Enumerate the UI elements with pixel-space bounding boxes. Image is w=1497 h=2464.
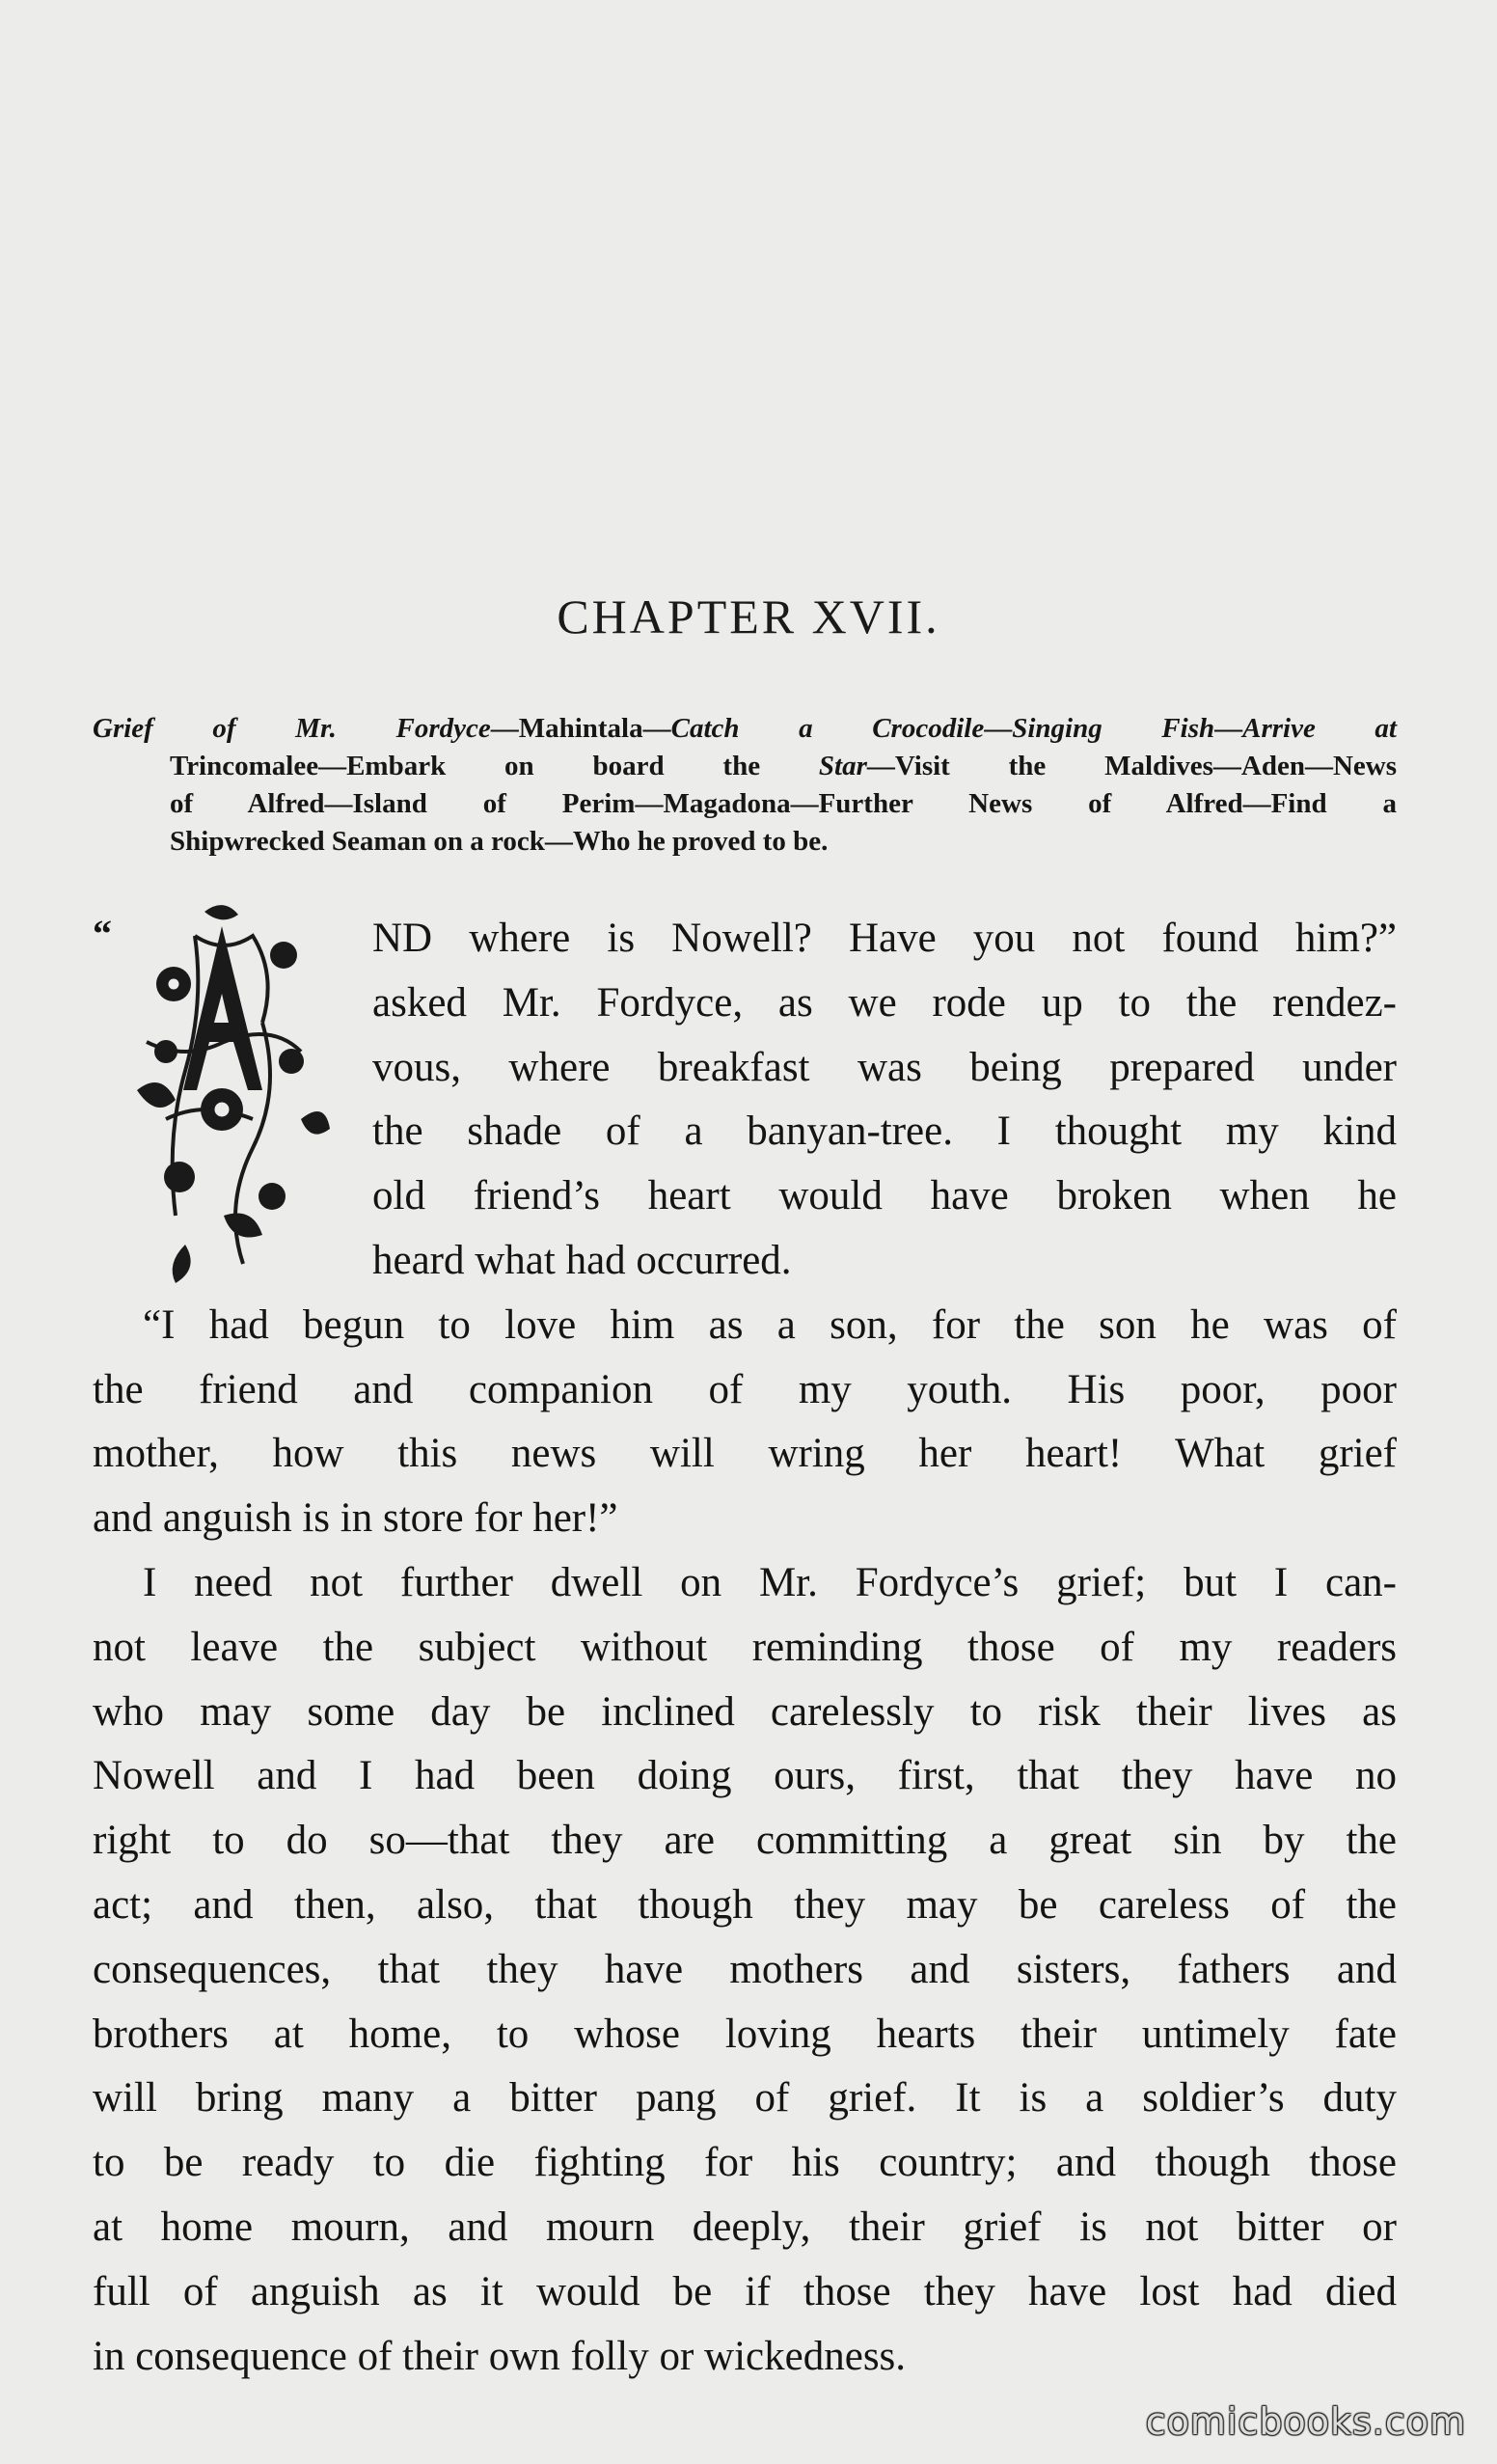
text-line: I need not further dwell on Mr. Fordyce’s grief; but I can- [143,1559,1397,1605]
text-line: right to do so—that they are committing a great sin by the [93,1818,1397,1864]
body-text [93,907,1397,2389]
text-line: Nowell and I had been doing ours, first, that they have no [93,1753,1397,1799]
summary-line-1: Grief of Mr. Fordyce—Mahintala—Catch a Crocodile—Singing Fish—Arrive at [93,713,1397,744]
summary-line-3: of Alfred—Island of Perim—Magadona—Further News of Alfred—Find a [170,788,1397,819]
opening-quote-mark: “ [93,912,112,955]
text-line: and anguish is in store for her!” [93,1495,618,1542]
text-line: will bring many a bitter pang of grief. It is a soldier’s duty [93,2075,1397,2122]
text-line: to be ready to die fighting for his country; and though those [93,2140,1397,2186]
text-line: brothers at home, to whose loving hearts their untimely fate [93,2011,1397,2057]
text-line: heard what had occurred. [372,1237,792,1283]
text-line: the friend and companion of my youth. His poor, poor [93,1366,1397,1412]
text-line: “I had begun to love him as a son, for the son he was of [143,1301,1397,1348]
chapter-title: CHAPTER XVII. [557,589,940,643]
text-line: act; and then, also, that though they may be careless of the [93,1881,1397,1928]
watermark: comicbooks.com [1145,2400,1466,2443]
text-line: full of anguish as it would be if those they have lost had died [93,2268,1397,2314]
text-line: consequences, that they have mothers and sisters, fathers and [93,1946,1397,1992]
text-line: not leave the subject without reminding those of my readers [93,1624,1397,1670]
text-line: ND where is Nowell? Have you not found him?” [372,916,1397,961]
text-line: asked Mr. Fordyce, as we rode up to the rendez- [372,979,1397,1026]
text-line: at home mourn, and mourn deeply, their grief is not bitter or [93,2204,1397,2250]
chapter-summary [93,710,1397,861]
text-line: old friend’s heart would have broken when he [372,1173,1397,1219]
text-line: who may some day be inclined carelessly to risk their lives as [93,1688,1397,1735]
summary-line-4: Shipwrecked Seaman on a rock—Who he proved to be. [170,826,829,857]
text-line: mother, how this news will wring her heart! What grief [93,1431,1397,1477]
text-line: in consequence of their own folly or wickedness. [93,2333,907,2379]
text-line: vous, where breakfast was being prepared under [372,1044,1397,1090]
text-line: the shade of a banyan-tree. I thought my kind [372,1109,1397,1155]
summary-line-2: Trincomalee—Embark on board the Star—Visit the Maldives—Aden—News [170,751,1397,781]
